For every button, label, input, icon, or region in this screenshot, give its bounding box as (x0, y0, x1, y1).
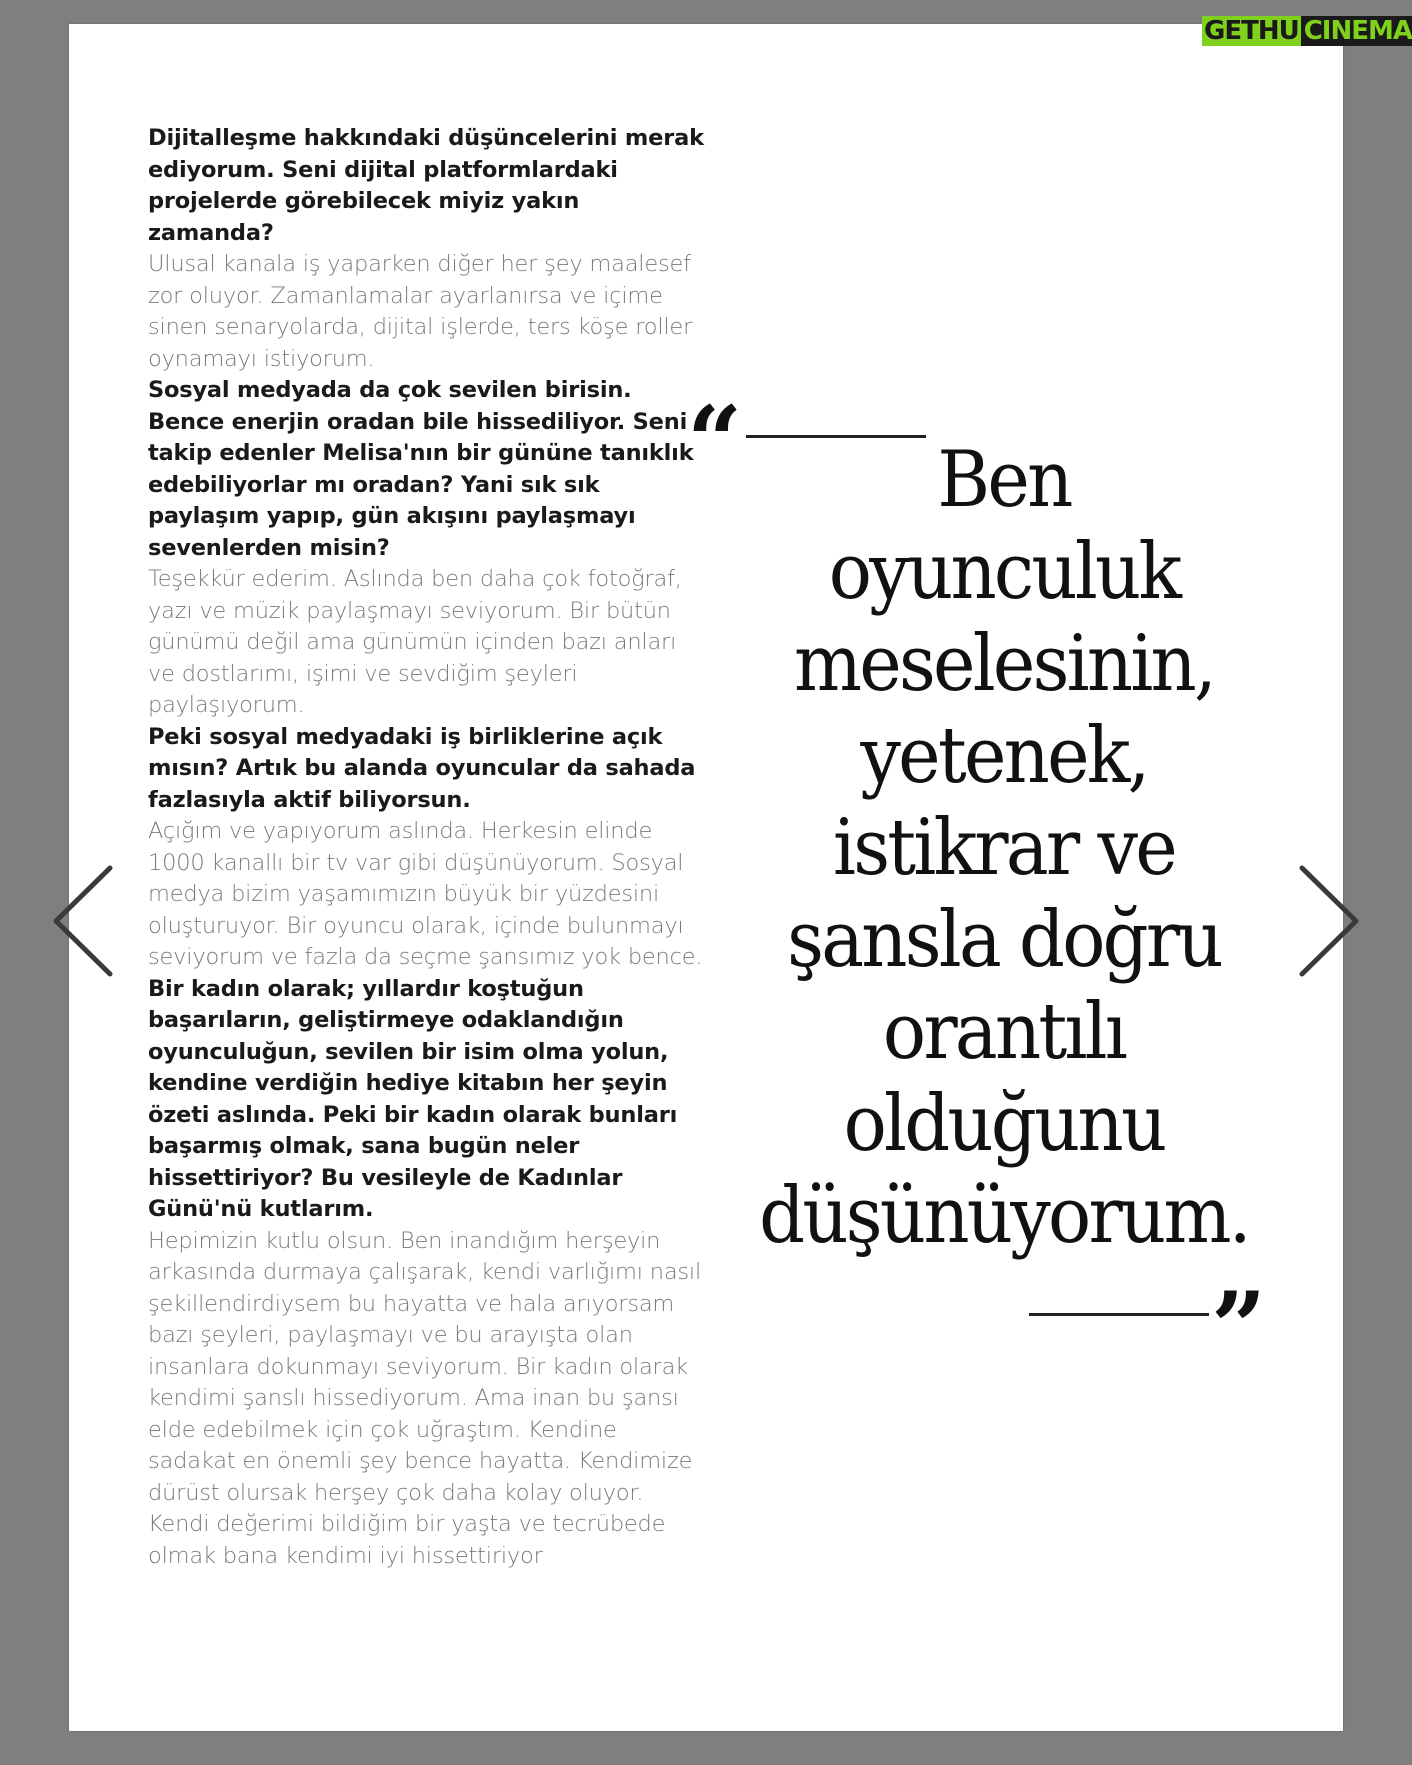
pull-quote-line: istikrar ve (833, 803, 1175, 893)
previous-page-button[interactable] (44, 862, 122, 980)
close-quote-rule (1029, 1313, 1209, 1316)
interview-column (148, 123, 708, 1572)
pull-quote (746, 434, 1261, 1262)
next-page-button[interactable] (1290, 862, 1368, 980)
logo-part-cinema: CINEMA (1301, 16, 1412, 46)
pull-quote-line: şansla doğru (787, 895, 1221, 985)
pull-quote-line: meselesinin, (793, 619, 1215, 709)
open-quote-mark: “ (687, 385, 743, 498)
question-4: Bir kadın olarak; yıllardır koştuğun başarıların, geliştirmeye odaklandığın oyunculuğun, sevilen bir isim olma yolun, kendine verdiğin hediye kitabın her şeyin özeti aslında. Peki bir kadın olarak bunları başarmış olmak, sana bugün neler hissettiriyor? Bu vesileyle de Kadınlar Günü'nü kutlarım. (148, 975, 678, 1222)
question-2: Sosyal medyada da çok sevilen birisin. Bence enerjin oradan bile hissediliyor. Seni takip edenler Melisa'nın bir gününe tanıklık edebiliyorlar mı oradan? Yani sık sık paylaşım yapıp, gün akışını paylaşmayı sevenlerden misin? (148, 377, 694, 561)
channel-logo (1198, 8, 1410, 54)
logo-text (1202, 14, 1412, 48)
pull-quote-line: orantılı (882, 987, 1126, 1077)
answer-1: Ulusal kanala iş yaparken diğer her şey maalesef zor oluyor. Zamanlamalar ayarlanırsa ve içime sinen senaryolarda, dijital işlerde, ters köşe roller oynamayı istiyorum. (148, 251, 693, 372)
pull-quote-line: yetenek, (860, 711, 1148, 801)
chevron-left-icon (44, 862, 122, 980)
question-1: Dijitalleşme hakkındaki düşüncelerini merak ediyorum. Seni dijital platformlardaki projelerde görebilecek miyiz yakın zamanda? (148, 125, 704, 246)
chevron-right-icon (1290, 862, 1368, 980)
pull-quote-line: olduğunu (843, 1079, 1165, 1169)
pull-quote-line: Ben (937, 435, 1071, 525)
answer-4: Hepimizin kutlu olsun. Ben inandığım herşeyin arkasında durmaya çalışarak, kendi varlığımı nasıl şekillendirdiysem bu hayatta ve hala arıyorsam bazı şeyleri, paylaşmayı ve bu arayışta olan insanlara dokunmayı seviyorum. Bir kadın olarak kendimi şanslı hissediyorum. Ama inan bu şansı elde edebilmek için çok uğraştım. Kendine sadakat en önemli şey bence hayatta. Kendimize dürüst olursak herşey çok daha kolay oluyor. Kendi değerimi bildiğim bir yaşta ve tecrübede olmak bana kendimi iyi hissettiriyor (148, 1227, 702, 1569)
answer-3: Açığım ve yapıyorum aslında. Herkesin elinde 1000 kanallı bir tv var gibi düşünüyorum. Sosyal medya bizim yaşamımızın büyük bir yüzdesini oluşturuyor. Bir oyuncu olarak, içinde bulunmayı seviyorum ve fazla da seçme şansımız yok bence. (148, 818, 703, 970)
pull-quote-line: oyunculuk (828, 527, 1180, 617)
close-quote-mark: ” (1211, 1271, 1267, 1384)
answer-2: Teşekkür ederim. Aslında ben daha çok fotoğraf, yazı ve müzik paylaşmayı seviyorum. Bir bütün günümü değil ama günümün içinden bazı anları ve dostlarımı, işimi ve sevdiğim şeyleri paylaşıyorum. (148, 566, 682, 718)
question-3: Peki sosyal medyadaki iş birliklerine açık mısın? Artık bu alanda oyuncular da sahada fazlasıyla aktif biliyorsun. (148, 723, 696, 813)
magazine-page (69, 24, 1343, 1731)
pull-quote-line: düşünüyorum. (759, 1171, 1249, 1261)
logo-part-gethu: GETHU (1204, 16, 1299, 46)
